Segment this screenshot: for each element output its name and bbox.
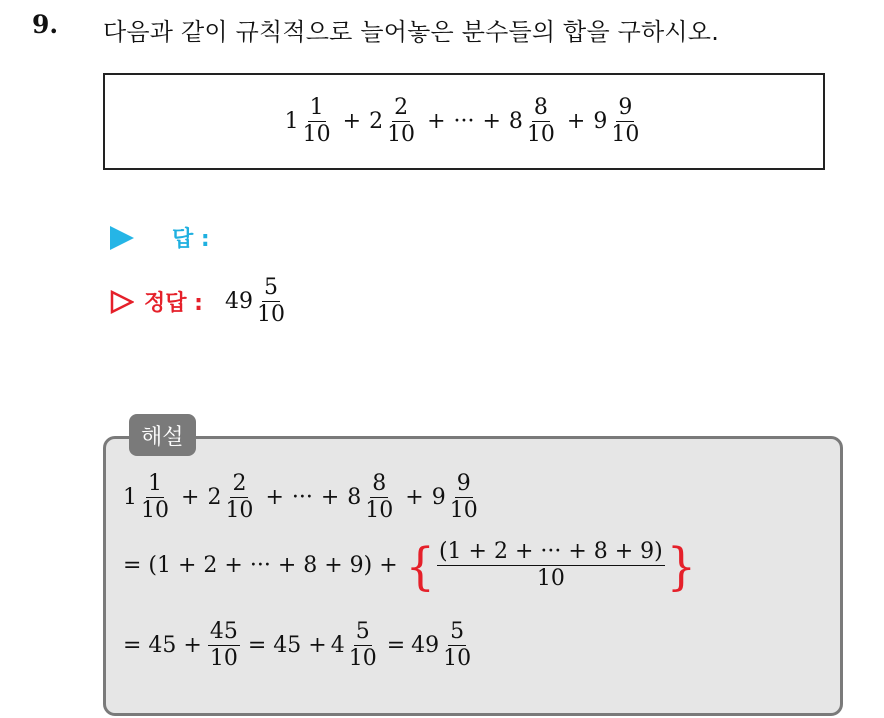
fraction (301, 96, 333, 147)
fraction (347, 620, 379, 671)
denominator: 10 (348, 646, 377, 672)
denominator: 10 (365, 498, 394, 524)
denominator: 10 (449, 498, 478, 524)
left-brace: { (405, 535, 435, 596)
plus-sign: + (265, 485, 284, 511)
whole-part: 8 (347, 485, 362, 511)
equals-sign: = (386, 633, 406, 659)
fraction (525, 96, 557, 147)
solution-expression (123, 535, 697, 596)
numerator: 9 (455, 472, 473, 498)
fraction (255, 276, 287, 327)
whole-part: 2 (207, 485, 222, 511)
mixed-number (207, 472, 257, 523)
numerator: 5 (354, 620, 372, 646)
denominator: 10 (302, 122, 331, 147)
denominator: 10 (611, 122, 640, 147)
mixed-number (509, 96, 559, 147)
correct-answer-value (225, 276, 289, 327)
plus-sign: + (405, 485, 424, 511)
question-number: 9. (32, 10, 59, 39)
fraction (441, 620, 473, 671)
whole-part: 4 (330, 633, 345, 659)
mixed-number (593, 96, 643, 147)
numerator: 9 (616, 96, 634, 122)
denominator: 10 (536, 566, 565, 592)
denominator: 10 (256, 302, 285, 328)
whole-part: 1 (123, 485, 137, 511)
numerator: 45 (208, 620, 240, 646)
correct-answer-row (110, 276, 289, 327)
fraction (223, 472, 255, 523)
numerator: 1 (146, 472, 164, 498)
whole-part: 9 (593, 109, 608, 134)
plus-sign: + (320, 485, 340, 511)
correct-answer-label: 정답 : (144, 291, 203, 317)
whole-part: 49 (411, 633, 440, 659)
plus-sign: + (566, 109, 586, 134)
problem-box (103, 73, 825, 170)
mixed-number (331, 620, 381, 671)
numerator: (1 + 2 + ··· + 8 + 9) (437, 540, 665, 566)
ellipsis: ··· (453, 109, 475, 134)
problem-expression (285, 96, 644, 147)
numerator: 8 (370, 472, 388, 498)
mixed-number (285, 96, 335, 147)
numerator: 5 (262, 276, 280, 302)
solution-line-1 (123, 472, 482, 523)
whole-part: 1 (284, 109, 299, 134)
expression-text: = 45 + (123, 633, 202, 659)
mixed-number (347, 472, 397, 523)
mixed-number (432, 472, 482, 523)
fraction (139, 472, 171, 523)
plus-sign: + (427, 109, 446, 134)
fraction (448, 472, 480, 523)
whole-part: 9 (431, 485, 446, 511)
fraction (385, 96, 417, 147)
numerator: 1 (308, 96, 326, 122)
denominator: 10 (387, 122, 416, 147)
plus-sign: + (342, 109, 362, 134)
denominator: 10 (526, 122, 555, 147)
fraction (609, 96, 641, 147)
numerator: 2 (392, 96, 410, 122)
plus-sign: + (482, 109, 501, 134)
ellipsis: ··· (291, 485, 313, 511)
whole-part: 49 (224, 289, 253, 315)
mixed-number (123, 472, 173, 523)
numerator: 2 (230, 472, 248, 498)
whole-part: 8 (508, 109, 523, 134)
right-brace: } (666, 535, 697, 596)
denominator: 10 (141, 498, 169, 524)
denominator: 10 (209, 646, 238, 672)
numerator: 5 (448, 620, 466, 646)
answer-row (110, 222, 210, 253)
solution-tag: 해설 (129, 414, 196, 456)
fraction (363, 472, 395, 523)
solution-expression (123, 620, 475, 671)
solution-line-2 (123, 535, 697, 596)
expression-text: = 45 + (247, 633, 327, 659)
fraction (208, 620, 240, 671)
denominator: 10 (443, 646, 472, 672)
answer-label: 답 : (172, 227, 210, 252)
question-text: 다음과 같이 규칙적으로 늘어놓은 분수들의 합을 구하시오. (103, 18, 720, 46)
answer-marker-icon (110, 226, 134, 250)
expression-text: = (1 + 2 + ··· + 8 + 9) + (123, 553, 398, 579)
plus-sign: + (181, 485, 200, 511)
solution-line-3 (123, 620, 475, 671)
whole-part: 2 (369, 109, 384, 134)
mixed-number (369, 96, 419, 147)
numerator: 8 (532, 96, 550, 122)
correct-marker-icon (110, 290, 134, 314)
mixed-number (411, 620, 475, 671)
denominator: 10 (225, 498, 254, 524)
fraction (437, 540, 665, 591)
solution-expression (123, 472, 482, 523)
